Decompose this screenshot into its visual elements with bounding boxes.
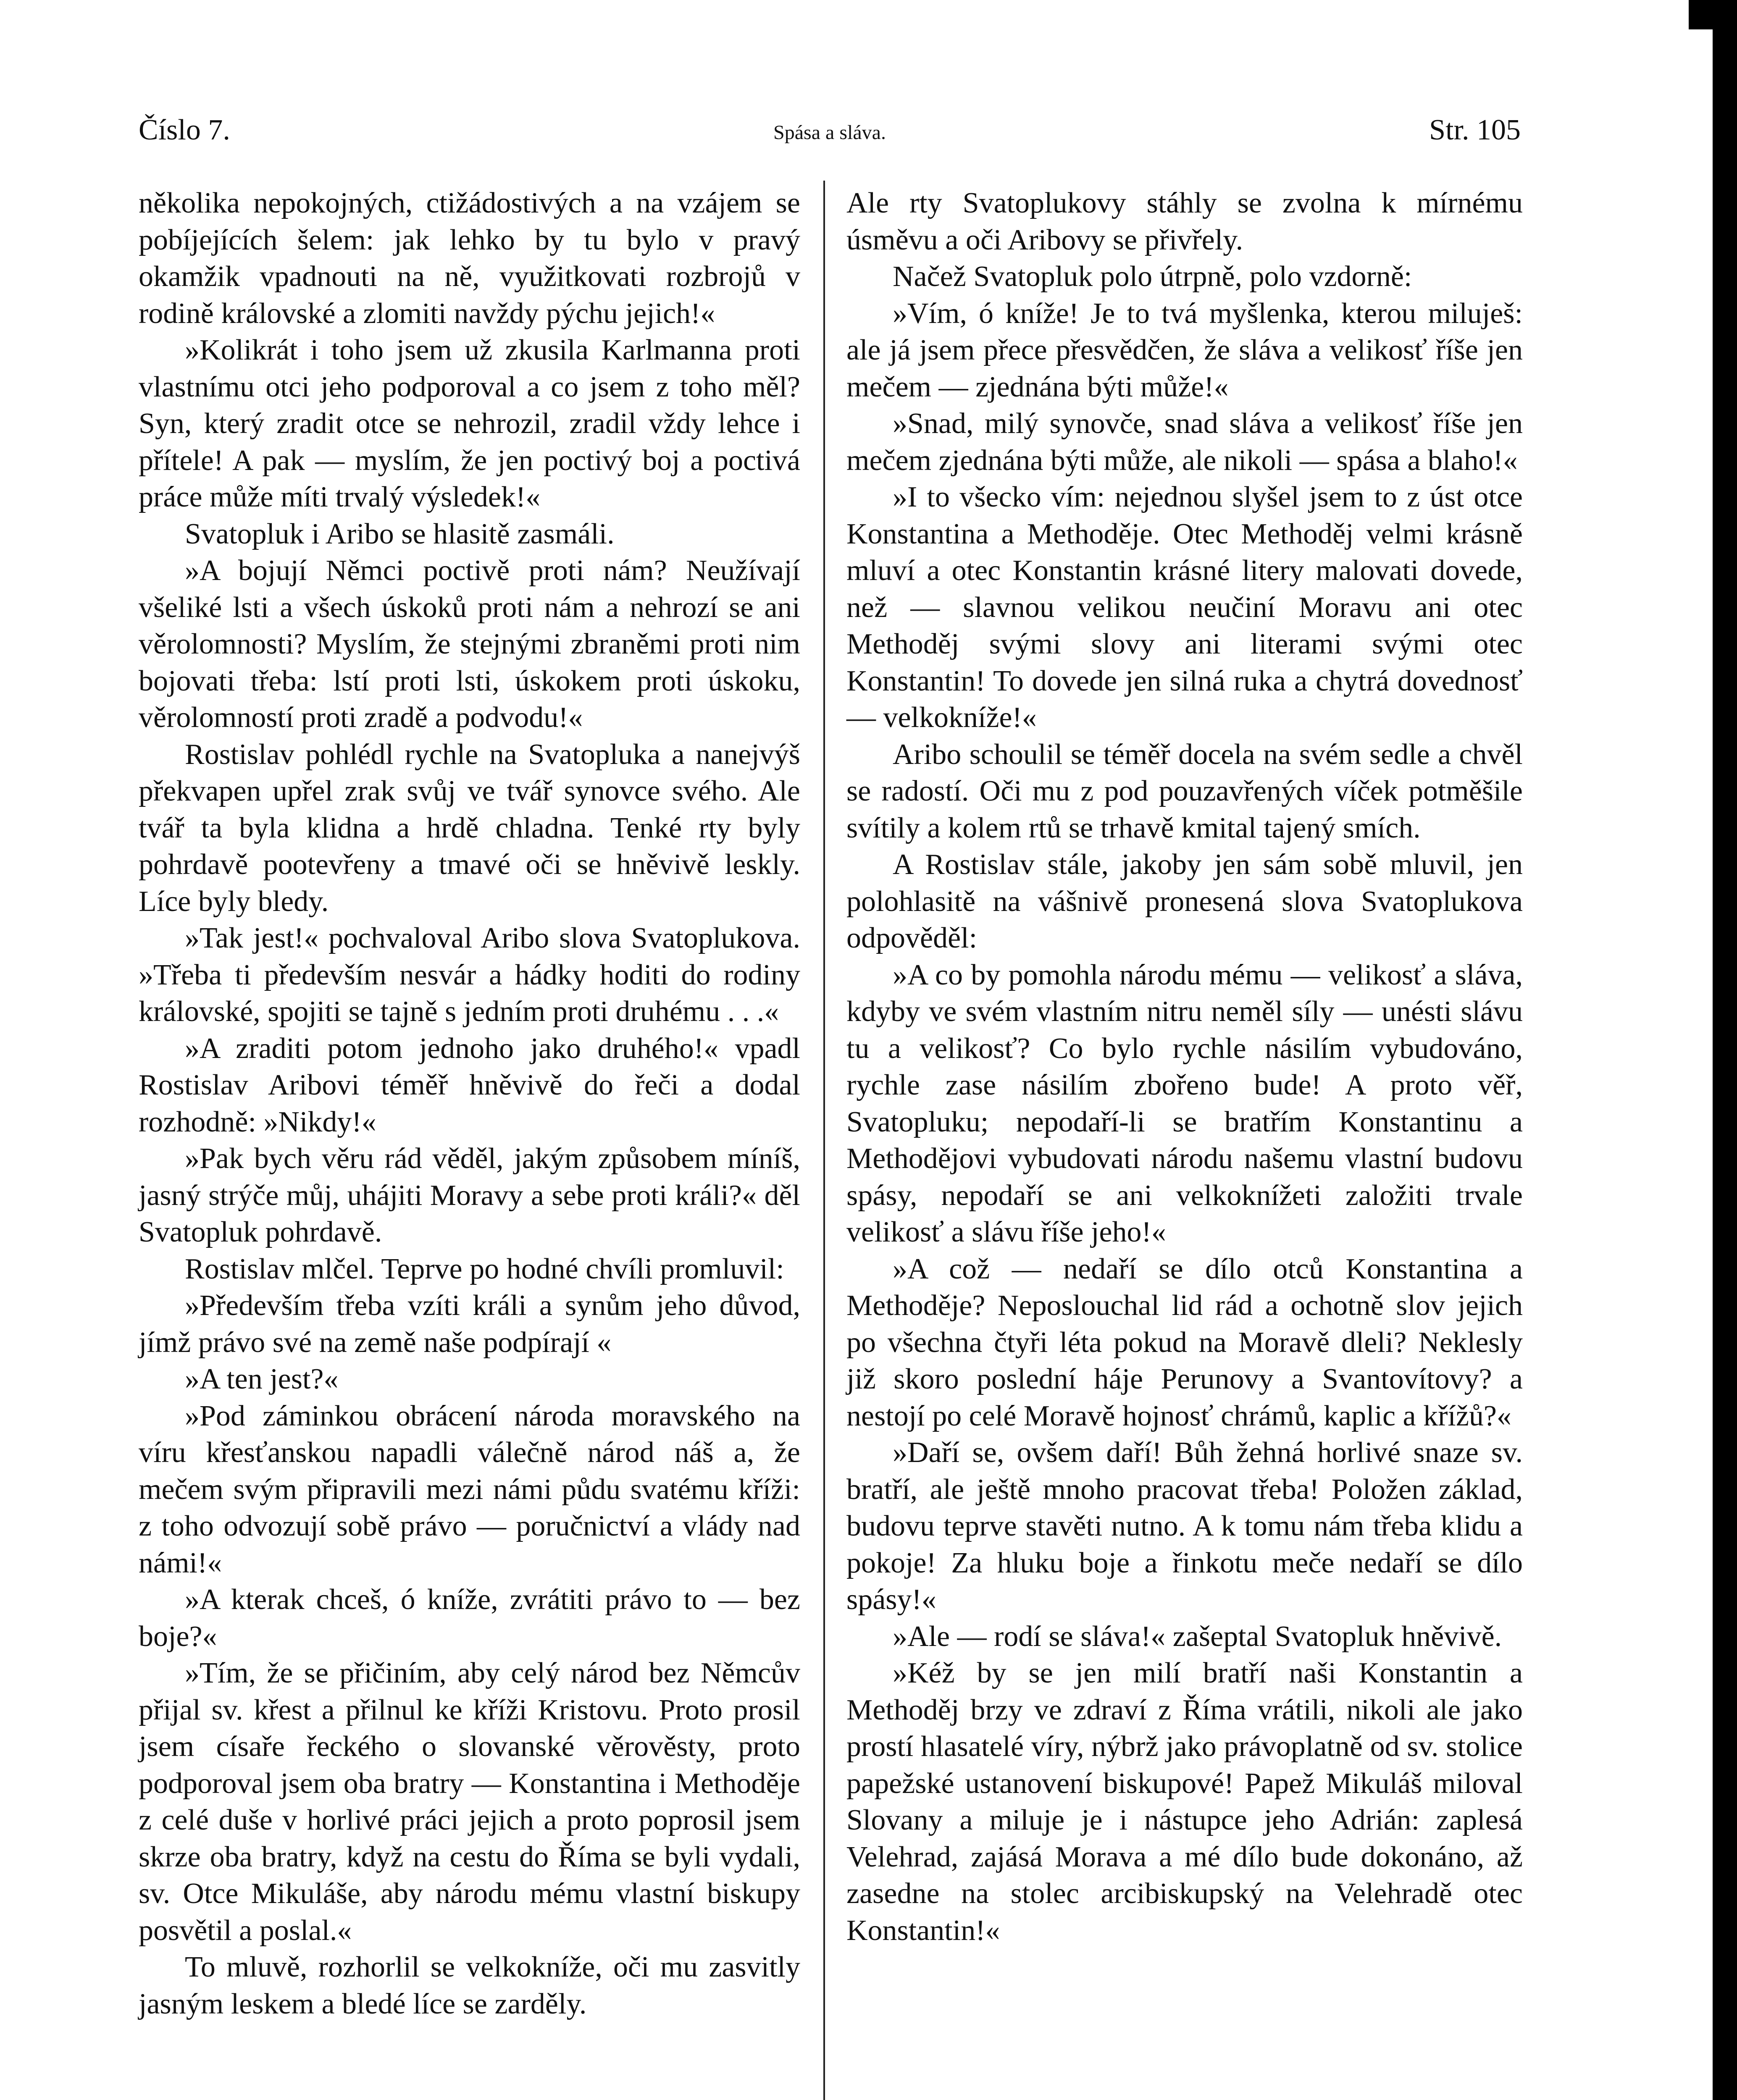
running-title: Spása a sláva. xyxy=(773,121,886,144)
paragraph: To mluvě, rozhorlil se velkokníže, oči mu zasvitly jasným leskem a bledé líce se zarděly. xyxy=(139,1951,800,2020)
paragraph: »A což — nedaří se dílo otců Konstantina a Methoděje? Neposlouchal lid rád a ochotně slov jejich po všechna čtyři léta pokud na Moravě dleli? Neklesly již skoro poslední háje Perunovy a Svantovítovy? a nestojí po celé Moravě hojnosť chrámů, kaplic a křížů?« xyxy=(846,1252,1523,1432)
paragraph: Načež Svatopluk polo útrpně, polo vzdorně: xyxy=(893,260,1412,293)
paragraph: »Pak bych věru rád věděl, jakým způsobem míníš, jasný strýče můj, uhájiti Moravy a sebe proti králi?« děl Svatopluk pohrdavě. xyxy=(139,1142,800,1248)
scan-border-corner xyxy=(1689,0,1737,29)
paragraph: »Vím, ó kníže! Je to tvá myšlenka, kterou miluješ: ale já jsem přece přesvědčen, že sláva a velikosť říše jen mečem — zjednána býti může!« xyxy=(846,297,1523,403)
left-column xyxy=(139,185,800,2022)
paragraph: A Rostislav stále, jakoby jen sám sobě mluvil, jen polohlasitě na vášnivě pronesená slova Svatoplukova odpověděl: xyxy=(846,848,1523,954)
paragraph: »Kéž by se jen milí bratří naši Konstantin a Methoděj brzy ve zdraví z Říma vrátili, nikoli ale jako prostí hlasatelé víry, nýbrž jako právoplatně od sv. stolice papežské ustanovení biskupové! Papež Mikuláš miloval Slovany a miluje je i nástupce jeho Adrián: zaplesá Velehrad, zajásá Morava a mé dílo bude dokonáno, až zasedne na stolec arcibiskupský na Velehradě otec Konstantin!« xyxy=(846,1657,1523,1947)
paragraph: »Ale — rodí se sláva!« zašeptal Svatopluk hněvivě. xyxy=(893,1620,1502,1653)
paragraph: »Pod záminkou obrácení národa moravského na víru křesťanskou napadli válečně národ náš a, že mečem svým připravili mezi námi půdu svatému kříži: z toho odvozují sobě právo — poručnictví a vlády nad námi!« xyxy=(139,1399,800,1579)
column-divider xyxy=(823,181,825,2100)
paragraph: »Tak jest!« pochvaloval Aribo slova Svatoplukova. »Třeba ti především nesvár a hádky hoditi do rodiny královské, spojiti se tajně s jedním proti druhému . . .« xyxy=(139,922,800,1028)
paragraph: »A ten jest?« xyxy=(185,1363,339,1395)
page-number: Str. 105 xyxy=(1429,114,1521,146)
paragraph: Ale rty Svatoplukovy stáhly se zvolna k mírnému úsměvu a oči Aribovy se přivřely. xyxy=(846,187,1523,256)
paragraph: Aribo schoulil se téměř docela na svém sedle a chvěl se radostí. Oči mu z pod pouzavřených víček potměšile svítily a kolem rtů se trhavě kmital tajený smích. xyxy=(846,738,1523,844)
paragraph: Rostislav mlčel. Teprve po hodné chvíli promluvil: xyxy=(185,1252,784,1285)
paragraph: »A bojují Němci poctivě proti nám? Neužívají všeliké lsti a všech úskoků proti nám a nehrozí se ani věrolomnosti? Myslím, že stejnými zbraněmi proti nim bojovati třeba: lstí proti lsti, úskokem proti úskoku, věrolomností proti zradě a podvodu!« xyxy=(139,554,800,734)
paragraph: »Především třeba vzíti králi a synům jeho důvod, jímž právo své na země naše podpírají « xyxy=(139,1289,800,1359)
paragraph: Rostislav pohlédl rychle na Svatopluka a nanejvýš překvapen upřel zrak svůj ve tvář synovce svého. Ale tvář ta byla klidna a hrdě chladna. Tenké rty byly pohrdavě pootevřeny a tmavé oči se hněvivě leskly. Líce byly bledy. xyxy=(139,738,800,918)
paragraph: »A kterak chceš, ó kníže, zvrátiti právo to — bez boje?« xyxy=(139,1583,800,1653)
paragraph: několika nepokojných, ctižádostivých a na vzájem se pobíjejících šelem: jak lehko by tu bylo v pravý okamžik vpadnouti na ně, využitkovati rozbrojů v rodině královské a zlomiti navždy pýchu jejich!« xyxy=(139,187,800,330)
paragraph: Svatopluk i Aribo se hlasitě zasmáli. xyxy=(185,517,615,550)
paragraph: »I to všecko vím: nejednou slyšel jsem to z úst otce Konstantina a Methoděje. Otec Methoděj velmi krásně mluví a otec Konstantin krásné litery malovati dovede, než — slavnou velikou neučiní Moravu ani otec Methoděj svými slovy ani literami svými otec Konstantin! To dovede jen silná ruka a chytrá dovednosť — velkokníže!« xyxy=(846,481,1523,734)
paragraph: »Snad, milý synovče, snad sláva a velikosť říše jen mečem zjednána býti může, ale nikoli — spása a blaho!« xyxy=(846,407,1523,477)
paragraph: »A co by pomohla národu mému — velikosť a sláva, kdyby ve svém vlastním nitru neměl síly — unésti slávu tu a velikosť? Co bylo rychle násilím vybudováno, rychle zase násilím zbořeno bude! A proto věř, Svatopluku; nepodaří-li se bratřím Konstantinu a Methodějovi vybudovati národu našemu vlastní budovu spásy, nepodaří se ani velkoknížeti založiti trvale velikosť a slávu říše jeho!« xyxy=(846,958,1523,1248)
paragraph: »A zraditi potom jednoho jako druhého!« vpadl Rostislav Aribovi téměř hněvivě do řeči a dodal rozhodně: »Nikdy!« xyxy=(139,1032,800,1138)
paragraph: »Tím, že se přičiním, aby celý národ bez Němcův přijal sv. křest a přilnul ke kříži Kristovu. Proto prosil jsem císaře řeckého o slovanské věrověsty, proto podporoval jsem oba bratry — Konstantina i Methoděje z celé duše v horlivé práci jejich a proto poprosil jsem skrze oba bratry, když na cestu do Říma se byli vydali, sv. Otce Mikuláše, aby národu mému vlastní biskupy posvětil a poslal.« xyxy=(139,1657,800,1947)
paragraph: »Kolikrát i toho jsem už zkusila Karlmanna proti vlastnímu otci jeho podporoval a co jsem z toho měl? Syn, který zradit otce se nehrozil, zradil vždy lehce i přítele! A pak — myslím, že jen poctivý boj a poctivá práce může míti trvalý výsledek!« xyxy=(139,334,800,513)
page-header xyxy=(139,113,1521,160)
scan-border xyxy=(1713,0,1737,2100)
right-column xyxy=(846,185,1523,1949)
issue-number: Číslo 7. xyxy=(139,114,230,146)
paragraph: »Daří se, ovšem daří! Bůh žehná horlivé snaze sv. bratří, ale ještě mnoho pracovat třeba! Položen základ, budovu teprve stavěti nutno. A k tomu nám třeba klidu a pokoje! Za hluku boje a řinkotu meče nedaří se dílo spásy!« xyxy=(846,1436,1523,1616)
